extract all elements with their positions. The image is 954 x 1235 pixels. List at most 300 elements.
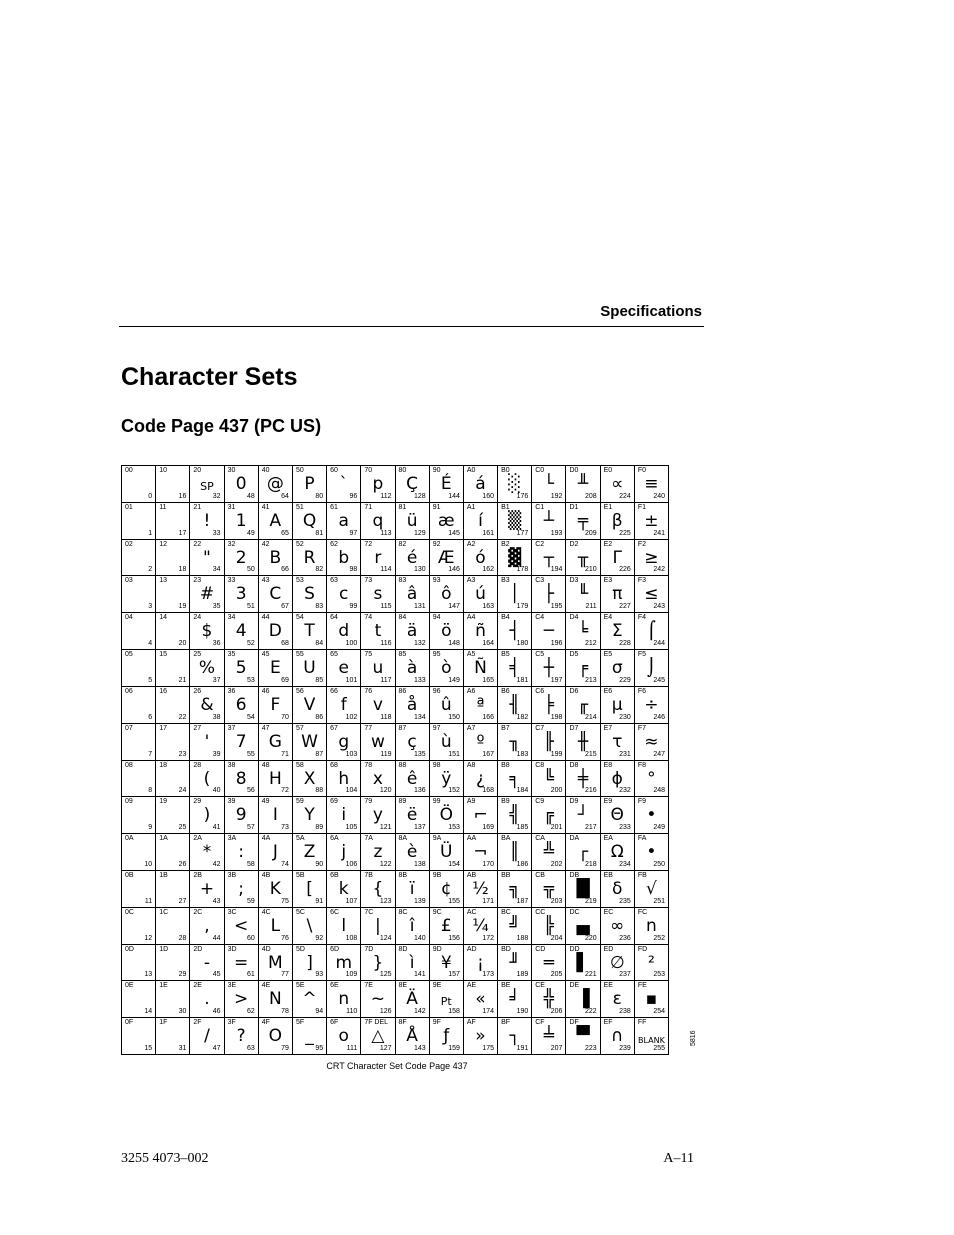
- hex-code: 12: [159, 540, 167, 548]
- hex-code: D3: [569, 577, 579, 585]
- decimal-code: 83: [315, 603, 324, 611]
- character-glyph: 4: [235, 621, 247, 642]
- char-cell: [292, 466, 326, 503]
- char-cell: [190, 870, 224, 907]
- decimal-code: 203: [550, 897, 563, 905]
- hex-code: E0: [603, 467, 613, 474]
- decimal-code: 175: [482, 1045, 495, 1052]
- decimal-code: 147: [448, 603, 460, 611]
- hex-code: 16: [159, 687, 167, 695]
- hex-code: 4F: [261, 1019, 270, 1027]
- hex-code: EB: [603, 871, 613, 879]
- char-cell: [258, 539, 292, 576]
- hex-code: C3: [535, 577, 545, 585]
- hex-code: 3E: [227, 982, 237, 990]
- hex-code: DF: [569, 1019, 579, 1027]
- char-cell: [498, 870, 532, 907]
- hex-code: B4: [501, 614, 510, 622]
- char-cell: [224, 834, 258, 871]
- char-cell: [292, 539, 326, 576]
- char-cell: [600, 686, 634, 723]
- decimal-code: 94: [315, 1008, 324, 1016]
- hex-code: 1E: [159, 982, 168, 990]
- hex-code: EF: [603, 1019, 613, 1027]
- char-cell: [122, 466, 156, 503]
- hex-code: 7E: [364, 982, 373, 990]
- decimal-code: 229: [619, 676, 631, 684]
- hex-code: 8A: [398, 835, 408, 843]
- decimal-code: 39: [212, 750, 221, 758]
- hex-code: B3: [501, 577, 510, 585]
- char-cell: [498, 576, 532, 613]
- decimal-code: 195: [550, 603, 563, 611]
- hex-code: F3: [637, 577, 646, 585]
- character-glyph: ░: [508, 474, 522, 494]
- character-glyph: ⌠: [646, 621, 656, 642]
- decimal-code: 98: [349, 566, 358, 574]
- char-cell: [361, 1018, 395, 1055]
- decimal-code: 191: [516, 1045, 529, 1052]
- decimal-code: 135: [414, 750, 426, 758]
- table-row: [122, 576, 669, 613]
- character-glyph: ╣: [509, 805, 520, 826]
- character-glyph: π: [612, 584, 623, 605]
- hex-code: 69: [330, 798, 338, 806]
- char-cell: [327, 686, 361, 723]
- character-glyph: ∩: [610, 1026, 624, 1047]
- decimal-code: 91: [315, 897, 324, 905]
- character-glyph: R: [303, 547, 316, 568]
- character-glyph: a: [338, 510, 349, 531]
- hex-code: 36: [227, 687, 236, 695]
- char-cell: [361, 907, 395, 944]
- character-glyph: ╨: [577, 474, 589, 494]
- hex-code: 95: [432, 651, 441, 659]
- decimal-code: 168: [482, 787, 495, 795]
- decimal-code: 37: [212, 676, 221, 684]
- hex-code: 66: [330, 687, 338, 695]
- decimal-code: 149: [448, 676, 460, 684]
- decimal-code: 142: [414, 1008, 426, 1016]
- decimal-code: 82: [315, 566, 324, 574]
- hex-code: 46: [261, 687, 270, 695]
- char-cell: [498, 944, 532, 981]
- decimal-code: 22: [178, 713, 187, 721]
- character-glyph: ê: [406, 768, 418, 789]
- decimal-code: 52: [246, 640, 255, 648]
- hex-code: EE: [603, 982, 613, 990]
- hex-code: E5: [603, 651, 613, 659]
- char-cell: [156, 834, 190, 871]
- char-cell: [258, 466, 292, 503]
- character-glyph: y: [372, 805, 383, 826]
- hex-code: CE: [535, 982, 545, 990]
- char-cell: [429, 650, 463, 687]
- hex-code: D0: [569, 467, 579, 474]
- character-glyph: ¡: [477, 952, 484, 973]
- char-cell: [634, 723, 668, 760]
- char-cell: [361, 797, 395, 834]
- character-glyph: º: [476, 731, 485, 752]
- character-glyph: S: [304, 584, 315, 605]
- hex-code: 1C: [159, 908, 169, 916]
- character-glyph: é: [406, 547, 418, 568]
- char-cell: [498, 760, 532, 797]
- hex-code: 09: [125, 798, 133, 806]
- hex-code: 5C: [295, 908, 305, 916]
- hex-code: 58: [295, 761, 304, 769]
- decimal-code: 76: [281, 934, 289, 942]
- char-cell: [292, 686, 326, 723]
- decimal-code: 150: [448, 713, 460, 721]
- decimal-code: 146: [448, 566, 460, 574]
- char-cell: [327, 723, 361, 760]
- char-cell: [224, 613, 258, 650]
- character-glyph: [: [306, 878, 313, 899]
- decimal-code: 4: [148, 640, 153, 648]
- decimal-code: 8: [148, 787, 153, 795]
- character-glyph: V: [303, 694, 316, 715]
- character-glyph: ╛: [509, 989, 520, 1010]
- character-glyph: ╔: [543, 805, 554, 826]
- character-glyph: ≈: [644, 731, 659, 752]
- character-glyph: f: [340, 694, 347, 715]
- decimal-code: 7: [148, 750, 153, 758]
- decimal-code: 169: [482, 824, 495, 832]
- character-glyph: ┐: [509, 1026, 520, 1047]
- character-glyph: ╚: [543, 768, 554, 789]
- hex-code: DA: [569, 835, 580, 843]
- hex-code: 97: [432, 724, 441, 732]
- hex-code: FF: [637, 1019, 647, 1027]
- decimal-code: 174: [482, 1008, 495, 1016]
- character-glyph: x: [372, 768, 383, 789]
- character-glyph: ╡: [509, 658, 520, 679]
- hex-code: 5B: [295, 871, 305, 879]
- decimal-code: 25: [178, 824, 187, 832]
- char-cell: [566, 870, 600, 907]
- decimal-code: 30: [178, 1008, 187, 1016]
- char-cell: [463, 981, 497, 1018]
- decimal-code: 61: [246, 971, 255, 979]
- character-glyph: £: [440, 915, 452, 936]
- decimal-code: 114: [380, 566, 392, 574]
- char-cell: [327, 944, 361, 981]
- hex-code: 9B: [432, 871, 442, 879]
- character-glyph: g: [338, 731, 350, 752]
- character-glyph: ÿ: [441, 768, 452, 789]
- decimal-code: 2: [148, 566, 153, 574]
- char-cell: [566, 907, 600, 944]
- hex-code: C9: [535, 798, 545, 806]
- decimal-code: 186: [516, 860, 529, 868]
- decimal-code: 56: [246, 787, 255, 795]
- hex-code: 84: [398, 614, 407, 622]
- character-glyph: è: [406, 842, 418, 863]
- decimal-code: 110: [346, 1008, 358, 1016]
- decimal-code: 255: [653, 1045, 665, 1052]
- decimal-code: 9: [148, 824, 153, 832]
- char-cell: [429, 870, 463, 907]
- decimal-code: 133: [414, 676, 426, 684]
- character-glyph: æ: [437, 510, 455, 531]
- character-glyph: .: [204, 989, 210, 1010]
- char-cell: [327, 834, 361, 871]
- decimal-code: 199: [550, 750, 563, 758]
- char-cell: [122, 539, 156, 576]
- table-row: [122, 502, 669, 539]
- running-header: Specifications: [600, 303, 702, 320]
- decimal-code: 16: [178, 492, 187, 500]
- hex-code: 7B: [364, 871, 373, 879]
- hex-code: BB: [501, 871, 511, 879]
- char-cell: [463, 944, 497, 981]
- character-glyph: ;: [238, 878, 245, 899]
- character-glyph: ╢: [509, 694, 520, 715]
- character-glyph: ò: [441, 658, 452, 679]
- decimal-code: 38: [212, 713, 221, 721]
- decimal-code: 176: [516, 492, 529, 500]
- decimal-code: 211: [585, 603, 597, 611]
- hex-code: 5D: [295, 945, 305, 953]
- character-glyph: k: [338, 878, 349, 899]
- char-cell: [361, 686, 395, 723]
- decimal-code: 95: [315, 1045, 324, 1052]
- character-glyph: ü: [406, 510, 418, 531]
- hex-code: AB: [466, 871, 477, 879]
- character-glyph: ╬: [543, 989, 554, 1010]
- char-cell: [327, 1018, 361, 1055]
- char-cell: [327, 981, 361, 1018]
- character-glyph: β: [611, 510, 623, 531]
- char-cell: [395, 981, 429, 1018]
- character-glyph: ▌: [576, 952, 590, 973]
- char-cell: [190, 686, 224, 723]
- character-glyph: |: [375, 915, 381, 936]
- character-glyph: Pt: [440, 995, 452, 1009]
- hex-code: DB: [569, 871, 580, 879]
- decimal-code: 44: [212, 934, 221, 942]
- character-glyph: ╩: [543, 842, 554, 863]
- hex-code: 03: [125, 577, 133, 585]
- character-glyph: ÷: [644, 694, 659, 715]
- decimal-code: 14: [144, 1008, 153, 1016]
- char-cell: [566, 539, 600, 576]
- char-cell: [395, 944, 429, 981]
- char-cell: [532, 797, 566, 834]
- char-cell: [224, 466, 258, 503]
- hex-code: CC: [535, 908, 546, 916]
- character-glyph: 0: [235, 474, 247, 494]
- character-glyph: ô: [441, 584, 452, 605]
- hex-code: 3A: [227, 835, 237, 843]
- hex-code: 5A: [295, 835, 305, 843]
- decimal-code: 138: [414, 860, 426, 868]
- hex-code: C8: [535, 761, 545, 769]
- decimal-code: 201: [550, 824, 563, 832]
- hex-code: C1: [535, 503, 545, 511]
- character-glyph: ║: [509, 842, 520, 863]
- decimal-code: 106: [345, 860, 358, 868]
- hex-code: 92: [432, 540, 441, 548]
- char-cell: [395, 907, 429, 944]
- char-cell: [463, 760, 497, 797]
- decimal-code: 188: [516, 934, 529, 942]
- hex-code: A2: [466, 540, 476, 548]
- decimal-code: 88: [315, 787, 324, 795]
- decimal-code: 18: [178, 566, 187, 574]
- decimal-code: 159: [448, 1045, 460, 1052]
- decimal-code: 122: [379, 860, 392, 868]
- char-cell: [122, 576, 156, 613]
- character-glyph: `: [339, 474, 348, 494]
- char-cell: [532, 981, 566, 1018]
- hex-code: 70: [364, 467, 373, 474]
- table-row: [122, 981, 669, 1018]
- page-title: Character Sets: [121, 363, 298, 391]
- hex-code: 55: [295, 651, 304, 659]
- hex-code: 4A: [261, 835, 271, 843]
- decimal-code: 6: [148, 713, 153, 721]
- decimal-code: 85: [315, 676, 324, 684]
- character-glyph: ¢: [440, 878, 452, 899]
- decimal-code: 189: [516, 971, 529, 979]
- decimal-code: 90: [315, 860, 324, 868]
- character-glyph: ┌: [577, 842, 589, 863]
- decimal-code: 57: [246, 824, 255, 832]
- decimal-code: 143: [414, 1045, 426, 1052]
- char-cell: [498, 502, 532, 539]
- hex-code: CD: [535, 945, 546, 953]
- char-cell: [361, 539, 395, 576]
- char-cell: [361, 613, 395, 650]
- char-cell: [395, 502, 429, 539]
- hex-code: FC: [637, 908, 648, 916]
- char-cell: [532, 944, 566, 981]
- character-glyph: à: [406, 658, 418, 679]
- hex-code: 76: [364, 687, 373, 695]
- char-cell: [600, 907, 634, 944]
- hex-code: D4: [569, 614, 579, 622]
- char-cell: [190, 1018, 224, 1055]
- character-glyph: â: [406, 584, 418, 605]
- char-cell: [532, 650, 566, 687]
- char-cell: [224, 686, 258, 723]
- char-cell: [634, 576, 668, 613]
- character-glyph: «: [475, 989, 486, 1010]
- char-cell: [361, 981, 395, 1018]
- char-cell: [327, 539, 361, 576]
- char-cell: [600, 502, 634, 539]
- character-glyph: í: [478, 510, 483, 531]
- table-row: [122, 760, 669, 797]
- hex-code: 8C: [398, 908, 408, 916]
- decimal-code: 242: [653, 566, 665, 574]
- character-glyph: !: [203, 510, 211, 531]
- char-cell: [156, 650, 190, 687]
- char-cell: [532, 834, 566, 871]
- decimal-code: 36: [212, 640, 221, 648]
- hex-code: BD: [501, 945, 511, 953]
- decimal-code: 139: [414, 897, 426, 905]
- character-glyph: SP: [200, 480, 214, 493]
- character-glyph: ª: [476, 694, 485, 715]
- decimal-code: 252: [653, 934, 665, 942]
- character-glyph: p: [372, 474, 384, 494]
- decimal-code: 182: [516, 713, 529, 721]
- char-cell: [190, 723, 224, 760]
- hex-code: 0A: [125, 835, 134, 843]
- decimal-code: 198: [550, 713, 563, 721]
- decimal-code: 134: [414, 713, 426, 721]
- hex-code: 07: [125, 724, 133, 732]
- decimal-code: 170: [482, 860, 495, 868]
- hex-code: 1F: [159, 1019, 168, 1027]
- char-cell: [429, 723, 463, 760]
- char-cell: [498, 797, 532, 834]
- char-cell: [361, 870, 395, 907]
- char-cell: [327, 466, 361, 503]
- character-glyph: ": [203, 547, 211, 568]
- char-cell: [395, 723, 429, 760]
- decimal-code: 153: [448, 824, 460, 832]
- character-glyph: ≡: [644, 474, 659, 494]
- hex-code: BA: [501, 835, 511, 843]
- decimal-code: 227: [619, 603, 631, 611]
- decimal-code: 202: [550, 860, 563, 868]
- table-row: [122, 613, 669, 650]
- decimal-code: 46: [212, 1008, 221, 1016]
- decimal-code: 96: [349, 492, 358, 500]
- character-glyph: T: [304, 621, 315, 642]
- hex-code: 4D: [261, 945, 271, 953]
- char-cell: [224, 723, 258, 760]
- hex-code: 63: [330, 577, 338, 585]
- character-glyph: C: [269, 584, 282, 605]
- hex-code: 6B: [330, 871, 339, 879]
- char-cell: [258, 576, 292, 613]
- decimal-code: 45: [212, 971, 221, 979]
- character-glyph: Ö: [439, 805, 453, 826]
- hex-code: 7C: [364, 908, 374, 916]
- decimal-code: 216: [584, 787, 597, 795]
- hex-code: D2: [569, 540, 579, 548]
- character-glyph: ╞: [543, 694, 554, 715]
- decimal-code: 161: [482, 529, 495, 537]
- character-glyph: d: [338, 621, 350, 642]
- decimal-code: 26: [178, 860, 187, 868]
- character-glyph: ─: [543, 621, 554, 642]
- character-glyph: $: [201, 621, 213, 642]
- char-cell: [532, 686, 566, 723]
- decimal-code: 111: [346, 1045, 358, 1052]
- code-page-table-container: [121, 465, 669, 1055]
- hex-code: D5: [569, 651, 579, 659]
- character-glyph: √: [645, 878, 657, 899]
- decimal-code: 32: [212, 492, 221, 500]
- char-cell: [395, 797, 429, 834]
- header-rule: [119, 326, 704, 327]
- decimal-code: 123: [379, 897, 392, 905]
- char-cell: [395, 760, 429, 797]
- table-row: [122, 944, 669, 981]
- hex-code: B1: [501, 503, 510, 511]
- char-cell: [498, 1018, 532, 1055]
- char-cell: [122, 981, 156, 1018]
- character-glyph: D: [268, 621, 282, 642]
- hex-code: 56: [295, 687, 304, 695]
- character-glyph: σ: [611, 658, 623, 679]
